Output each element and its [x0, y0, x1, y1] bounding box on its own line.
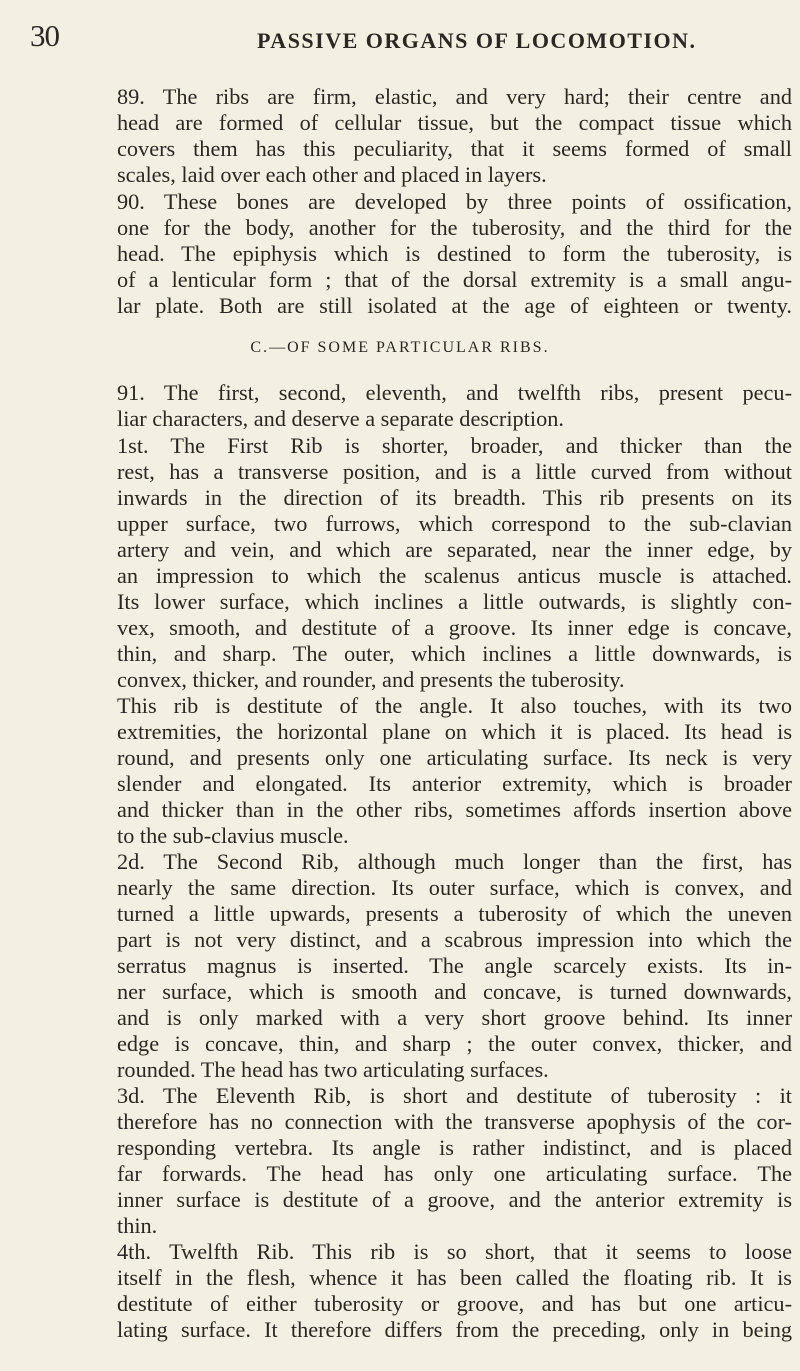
text-line: vex, smooth, and destitute of a groove. Its inner edge is concave,: [117, 615, 792, 640]
text-line: thin, and sharp. The outer, which inclines a little downwards, is: [117, 641, 792, 666]
text-line: inwards in the direction of its breadth. This rib presents on its: [117, 485, 792, 510]
text-line: 1st. The First Rib is shorter, broader, and thicker than the: [117, 433, 792, 458]
text-line: an impression to which the scalenus anticus muscle is attached.: [117, 563, 792, 588]
text-line: destitute of either tuberosity or groove, and has but one articu-: [117, 1291, 792, 1316]
text-line: Its lower surface, which inclines a little outwards, is slightly con-: [117, 589, 792, 614]
text-line: nearly the same direction. Its outer surface, which is convex, and: [117, 875, 792, 900]
text-line: to the sub-clavius muscle.: [117, 823, 349, 848]
text-line: extremities, the horizontal plane on which it is placed. Its head is: [117, 719, 792, 744]
text-line: serratus magnus is inserted. The angle scarcely exists. Its in-: [117, 953, 792, 978]
text-line: upper surface, two furrows, which correspond to the sub-clavian: [117, 511, 792, 536]
text-line: covers them has this peculiarity, that it seems formed of small: [117, 136, 792, 161]
text-line: head. The epiphysis which is destined to form the tuberosity, is: [117, 241, 792, 266]
text-line: artery and vein, and which are separated, near the inner edge, by: [117, 537, 792, 562]
text-line: part is not very distinct, and a scabrous impression into which the: [117, 927, 792, 952]
running-head: PASSIVE ORGANS OF LOCOMOTION.: [257, 28, 697, 53]
text-line: edge is concave, thin, and sharp ; the outer convex, thicker, and: [117, 1031, 792, 1056]
text-line: 91. The first, second, eleventh, and twelfth ribs, present pecu-: [117, 380, 792, 405]
text-line: convex, thicker, and rounder, and presents the tuberosity.: [117, 667, 625, 692]
text-line: thin.: [117, 1213, 158, 1238]
text-line: 2d. The Second Rib, although much longer than the first, has: [117, 849, 792, 874]
text-line: 3d. The Eleventh Rib, is short and destitute of tuberosity : it: [117, 1083, 792, 1108]
text-line: lar plate. Both are still isolated at the age of eighteen or twenty.: [117, 293, 792, 318]
text-line: lating surface. It therefore differs from the preceding, only in being: [117, 1317, 792, 1342]
text-line: responding vertebra. Its angle is rather indistinct, and is placed: [117, 1135, 792, 1160]
text-line: itself in the flesh, whence it has been called the floating rib. It is: [117, 1265, 792, 1290]
text-line: therefore has no connection with the transverse apophysis of the cor-: [117, 1109, 792, 1134]
text-line: head are formed of cellular tissue, but the compact tissue which: [117, 110, 792, 135]
text-line: of a lenticular form ; that of the dorsal extremity is a small angu-: [117, 267, 792, 292]
text-line: far forwards. The head has only one articulating surface. The: [117, 1161, 792, 1186]
text-line: 90. These bones are developed by three points of ossification,: [117, 189, 792, 214]
text-line: 4th. Twelfth Rib. This rib is so short, that it seems to loose: [117, 1239, 792, 1264]
text-line: rest, has a transverse position, and is a little curved from without: [117, 459, 792, 484]
text-line: turned a little upwards, presents a tuberosity of which the uneven: [117, 901, 792, 926]
text-line: one for the body, another for the tuberosity, and the third for the: [117, 215, 792, 240]
text-line: inner surface is destitute of a groove, and the anterior extremity is: [117, 1187, 792, 1212]
page-number: 30: [30, 18, 59, 53]
text-line: and is only marked with a very short groove behind. Its inner: [117, 1005, 792, 1030]
text-line: and thicker than in the other ribs, sometimes affords insertion above: [117, 797, 792, 822]
section-heading: C.—OF SOME PARTICULAR RIBS.: [250, 339, 550, 356]
text-line: This rib is destitute of the angle. It also touches, with its two: [117, 693, 792, 718]
text-line: round, and presents only one articulating surface. Its neck is very: [117, 745, 792, 770]
text-line: scales, laid over each other and placed in layers.: [117, 162, 547, 187]
text-line: 89. The ribs are firm, elastic, and very hard; their centre and: [117, 84, 792, 109]
text-line: ner surface, which is smooth and concave, is turned downwards,: [117, 979, 792, 1004]
text-line: liar characters, and deserve a separate description.: [117, 406, 564, 431]
text-line: rounded. The head has two articulating surfaces.: [117, 1057, 549, 1082]
text-line: slender and elongated. Its anterior extremity, which is broader: [117, 771, 792, 796]
